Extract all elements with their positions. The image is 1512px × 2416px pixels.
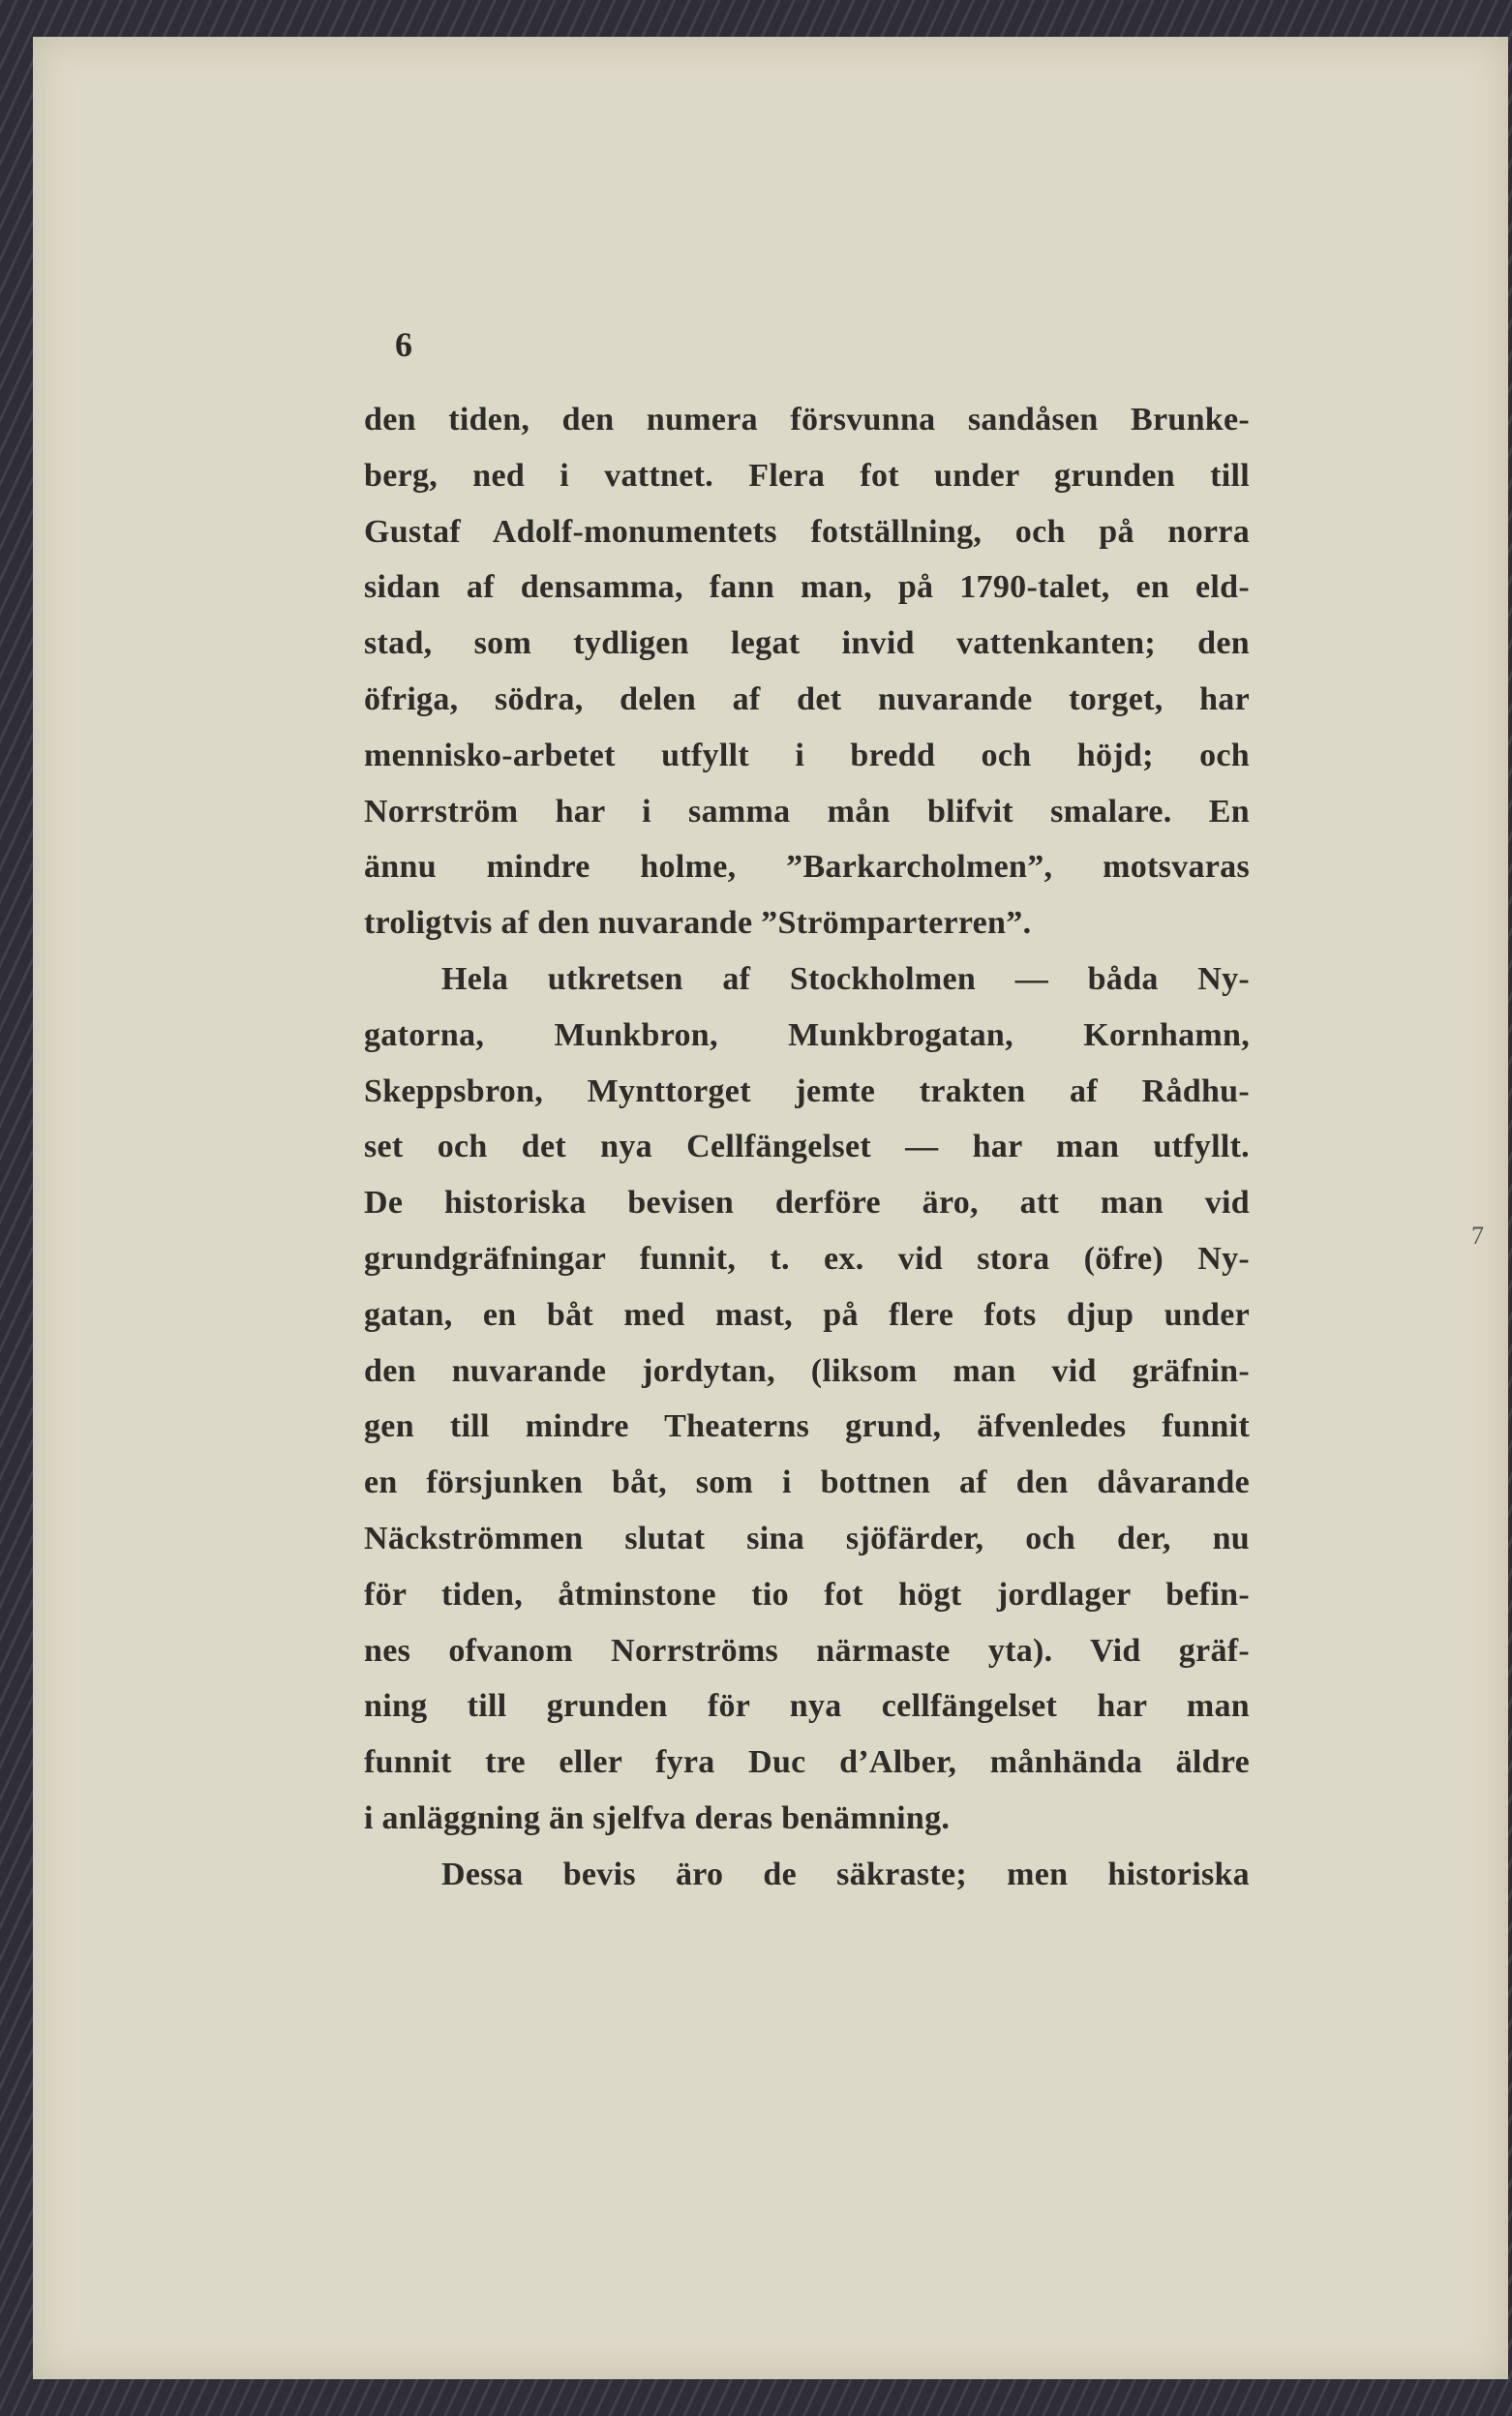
text-line: en försjunken båt, som i bottnen af den dåvarande <box>364 1465 1250 1501</box>
text-line: set och det nya Cellfängelset — har man utfyllt. <box>364 1129 1250 1165</box>
text-line: stad, som tydligen legat invid vattenkanten; den <box>364 625 1250 662</box>
text-line: Gustaf Adolf-monumentets fotställning, och på norra <box>364 513 1250 550</box>
text-line: i anläggning än sjelfva deras benämning. <box>364 1799 951 1836</box>
text-line: sidan af densamma, fann man, på 1790-talet, en eld- <box>364 569 1250 606</box>
text-line: De historiska bevisen derföre äro, att man vid <box>364 1185 1250 1222</box>
text-line: ning till grunden för nya cellfängelset har man <box>364 1688 1250 1725</box>
text-line: gatorna, Munkbron, Munkbrogatan, Kornhamn, <box>364 1016 1250 1053</box>
text-line: den nuvarande jordytan, (liksom man vid gräfnin- <box>364 1352 1250 1389</box>
text-line: den tiden, den numera försvunna sandåsen Brunke- <box>364 402 1250 438</box>
text-line: Näckströmmen slutat sina sjöfärder, och der, nu <box>364 1520 1250 1556</box>
text-line: berg, ned i vattnet. Flera fot under grunden till <box>364 457 1250 494</box>
text-line: funnit tre eller fyra Duc d’Alber, månhända äldre <box>364 1744 1250 1781</box>
text-line: mennisko-arbetet utfyllt i bredd och höjd; och <box>364 737 1250 773</box>
text-line: Norrström har i samma mån blifvit smalare. En <box>364 793 1250 830</box>
text-line: för tiden, åtminstone tio fot högt jordlager befin- <box>364 1576 1250 1613</box>
body-text <box>364 392 1250 1903</box>
text-line: Dessa bevis äro de säkraste; men historiska <box>441 1856 1250 1892</box>
text-line: gatan, en båt med mast, på flere fots djup under <box>364 1296 1250 1333</box>
margin-mark: 7 <box>1471 1222 1484 1250</box>
text-line: troligtvis af den nuvarande ”Strömparterren”. <box>364 905 1032 942</box>
text-line: ännu mindre holme, ”Barkarcholmen”, motsvaras <box>364 849 1250 886</box>
page-number: 6 <box>395 325 412 364</box>
text-line: öfriga, södra, delen af det nuvarande torget, har <box>364 680 1250 717</box>
text-line: nes ofvanom Norrströms närmaste yta). Vid gräf- <box>364 1632 1250 1669</box>
text-line: Skeppsbron, Mynttorget jemte trakten af Rådhu- <box>364 1072 1250 1109</box>
text-line: Hela utkretsen af Stockholmen — båda Ny- <box>441 960 1250 997</box>
text-line: gen till mindre Theaterns grund, äfvenledes funnit <box>364 1408 1250 1445</box>
text-line: grundgräfningar funnit, t. ex. vid stora (öfre) Ny- <box>364 1240 1250 1277</box>
